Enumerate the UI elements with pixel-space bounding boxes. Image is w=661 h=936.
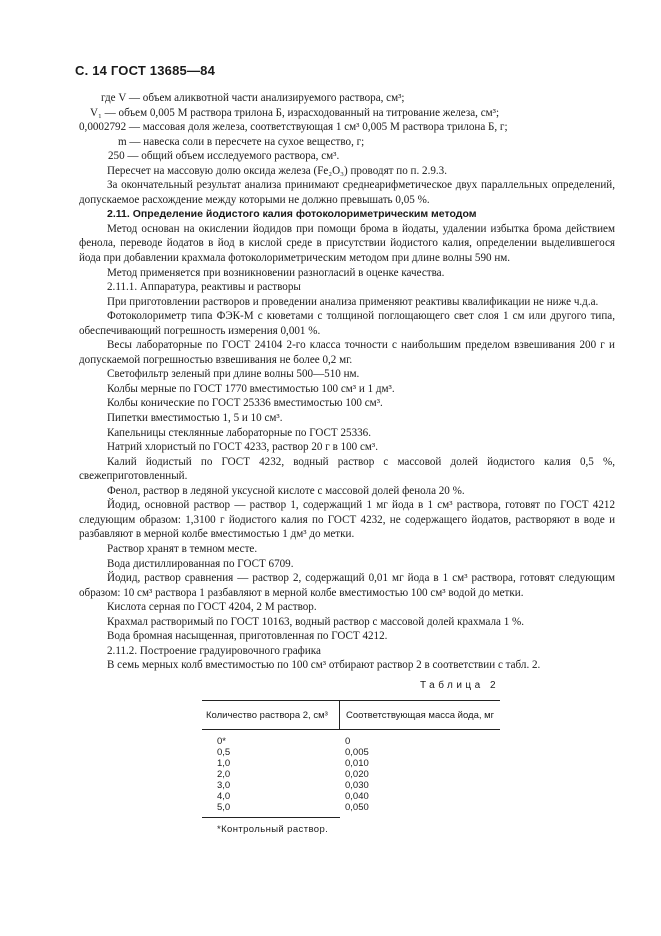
table-row xyxy=(202,802,500,813)
cell-amount: 0* xyxy=(217,736,226,747)
table-row xyxy=(202,747,500,758)
cell-amount: 5,0 xyxy=(217,802,231,813)
cell-amount: 2,0 xyxy=(217,769,231,780)
paragraph: При приготовлении растворов и проведении анализа применяют реактивы квалификации не ниже ч.д.а. xyxy=(107,295,599,308)
table-row xyxy=(202,769,500,780)
table-row xyxy=(202,736,500,747)
cell-mass: 0,040 xyxy=(345,791,369,802)
paragraph: Кислота серная по ГОСТ 4204, 2 М раствор. xyxy=(107,601,317,614)
paragraph: Натрий хлористый по ГОСТ 4233, раствор 20 г в 100 см³. xyxy=(107,441,379,454)
table-caption: Таблица 2 xyxy=(420,680,500,691)
paragraph: Йодид, раствор сравнения — раствор 2, содержащий 0,01 мг йода в 1 см³ раствора, готовят следующим образом: 10 см³ раствора 1 разбавляют в мерной колбе вместимостью 100 см³ водой до метки. xyxy=(79,572,615,599)
paragraph: Йодид, основной раствор — раствор 1, содержащий 1 мг йода в 1 см³ раствора, готовят по ГОСТ 4212 следующим образом: 1,3100 г йодистого калия по ГОСТ 4232, не содержащего йодатов, растворяют в воде и разбавляют в мерной колбе вместимостью 1 дм³ до метки. xyxy=(79,499,615,541)
data-table xyxy=(202,700,500,818)
cell-amount: 3,0 xyxy=(217,780,231,791)
table-body xyxy=(202,730,500,813)
cell-mass: 0,030 xyxy=(345,780,369,791)
paragraph: За окончательный результат анализа принимают среднеарифметическое двух параллельных определений, допускаемое расхождение между которыми не должно превышать 0,05 %. xyxy=(79,179,615,206)
cell-mass: 0,020 xyxy=(345,769,369,780)
paragraph: Метод основан на окислении йодидов при помощи брома в йодаты, удалении избытка брома действием фенола, переводе йодатов в йод в кислой среде в присутствии йодистого калия, определении выделившегося йода при добавлении крахмала фотоколориметрическим методом при длине волны 590 нм. xyxy=(79,222,615,265)
table-header xyxy=(202,700,500,730)
paragraph: Светофильтр зеленый при длине волны 500—510 нм. xyxy=(107,368,360,381)
cell-amount: 1,0 xyxy=(217,758,231,769)
paragraph: Вода бромная насыщенная, приготовленная по ГОСТ 4212. xyxy=(107,630,388,643)
table-footnote: *Контрольный раствор. xyxy=(217,824,329,835)
where-line-2: V₁ — объем 0,005 М раствора трилона Б, израсходованный на титрование железа, см³; xyxy=(90,106,500,119)
table-row xyxy=(202,758,500,769)
table-row xyxy=(202,780,500,791)
paragraph: Раствор хранят в темном месте. xyxy=(107,542,258,555)
section-title: 2.11. Определение йодистого калия фотоколориметрическим методом xyxy=(107,208,477,221)
paragraph: Весы лабораторные по ГОСТ 24104 2-го класса точности с наибольшим пределом взвешивания 200 г и допускаемой погрешностью взвешивания не более 0,2 мг. xyxy=(79,339,615,366)
cell-mass: 0,010 xyxy=(345,758,369,769)
cell-amount: 4,0 xyxy=(217,791,231,802)
column-header-mass: Соответствующая масса йода, мг xyxy=(346,709,495,721)
paragraph: Вода дистиллированная по ГОСТ 6709. xyxy=(107,557,294,570)
cell-mass: 0,005 xyxy=(345,747,369,758)
cell-amount: 0,5 xyxy=(217,747,231,758)
document-body xyxy=(79,91,615,673)
paragraph: Фенол, раствор в ледяной уксусной кислоте с массовой долей фенола 20 %. xyxy=(107,484,465,497)
where-line-3: 0,0002792 — массовая доля железа, соответствующая 1 см³ 0,005 М раствора трилона Б, г; xyxy=(79,121,508,134)
column-header-amount: Количество раствора 2, см³ xyxy=(202,701,340,729)
where-line-4: m — навеска соли в пересчете на сухое вещество, г; xyxy=(118,135,365,148)
subsection-title: 2.11.2. Построение градуировочного графика xyxy=(107,644,321,657)
paragraph: Капельницы стеклянные лабораторные по ГОСТ 25336. xyxy=(107,426,371,439)
paragraph: Фотоколориметр типа ФЭК-М с кюветами с толщиной поглощающего свет слоя 1 см или другого типа, обеспечивающий погрешность измерения 0,001 %. xyxy=(79,310,615,337)
page-header: С. 14 ГОСТ 13685—84 xyxy=(75,63,216,78)
paragraph: Пипетки вместимостью 1, 5 и 10 см³. xyxy=(107,412,283,425)
cell-mass: 0,050 xyxy=(345,802,369,813)
table-footnote-rule xyxy=(202,817,340,818)
paragraph: В семь мерных колб вместимостью по 100 см³ отбирают раствор 2 в соответствии с табл. 2. xyxy=(107,659,541,672)
cell-mass: 0 xyxy=(345,736,351,747)
subsection-title: 2.11.1. Аппаратура, реактивы и растворы xyxy=(107,281,301,294)
paragraph: Крахмал растворимый по ГОСТ 10163, водный раствор с массовой долей крахмала 1 %. xyxy=(107,615,525,628)
table-row xyxy=(202,791,500,802)
paragraph: Калий йодистый по ГОСТ 4232, водный раствор с массовой долей йодистого калия 0,5 %, свежеприготовленный. xyxy=(79,455,615,483)
where-line-1: где V — объем аликвотной части анализируемого раствора, см³; xyxy=(101,92,405,104)
paragraph: Колбы мерные по ГОСТ 1770 вместимостью 100 см³ и 1 дм³. xyxy=(107,382,395,395)
paragraph: Колбы конические по ГОСТ 25336 вместимостью 100 см³. xyxy=(107,397,383,410)
where-line-5: 250 — общий объем исследуемого раствора, см³. xyxy=(108,150,340,163)
paragraph: Пересчет на массовую долю оксида железа (Fe₂O₃) проводят по п. 2.9.3. xyxy=(107,164,447,177)
paragraph: Метод применяется при возникновении разногласий в оценке качества. xyxy=(107,266,445,279)
